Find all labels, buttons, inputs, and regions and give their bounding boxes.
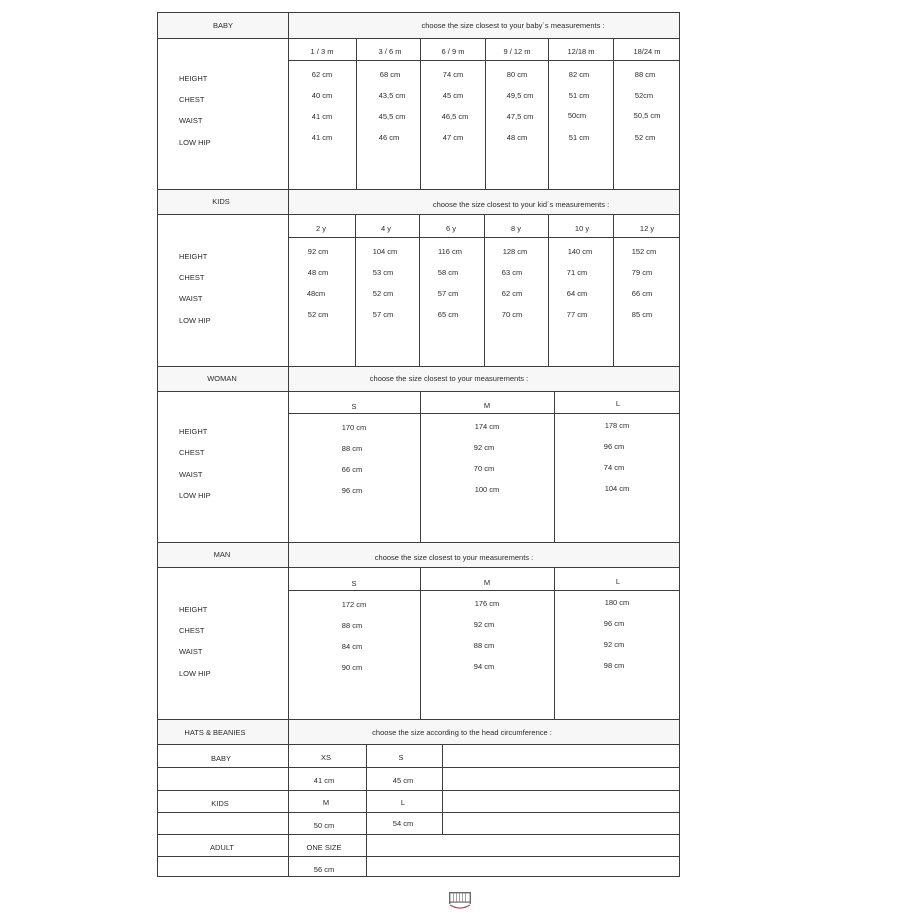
hats-instruction: choose the size according to the head circumference : <box>372 728 552 737</box>
divider <box>288 366 289 392</box>
man-instruction: choose the size closest to your measurements : <box>374 553 534 562</box>
hats-section-title: HATS & BEANIES <box>184 728 246 737</box>
hats-value: 50 cm <box>313 821 335 830</box>
baby-value: 47,5 cm <box>506 112 534 121</box>
kids-row-label-low-hip: LOW HIP <box>179 316 211 325</box>
baby-value: 82 cm <box>568 70 590 79</box>
kids-value: 57 cm <box>437 289 459 298</box>
divider <box>158 856 679 857</box>
divider <box>288 60 679 61</box>
baby-instruction: choose the size closest to your baby´s measurements : <box>421 21 605 30</box>
man-section-title: MAN <box>213 550 231 559</box>
hats-size-label: L <box>400 798 406 807</box>
kids-size-label: 6 y <box>445 224 457 233</box>
kids-row-label-height: HEIGHT <box>179 252 208 261</box>
woman-value: 88 cm <box>341 444 363 453</box>
divider <box>420 568 421 719</box>
woman-value: 92 cm <box>473 443 495 452</box>
baby-value: 51 cm <box>568 133 590 142</box>
baby-section-title: BABY <box>212 21 234 30</box>
size-chart <box>157 12 680 877</box>
divider <box>158 790 679 791</box>
kids-value: 63 cm <box>501 268 523 277</box>
woman-value: 96 cm <box>603 442 625 451</box>
man-value: 84 cm <box>341 642 363 651</box>
man-row-label-waist: WAIST <box>179 647 203 656</box>
man-value: 98 cm <box>603 661 625 670</box>
divider <box>158 767 679 768</box>
baby-size-label: 18/24 m <box>633 47 661 56</box>
baby-value: 45 cm <box>442 91 464 100</box>
baby-value: 45,5 cm <box>378 112 406 121</box>
baby-value: 47 cm <box>442 133 464 142</box>
kids-value: 52 cm <box>372 289 394 298</box>
kids-value: 64 cm <box>566 289 588 298</box>
divider <box>485 39 486 189</box>
woman-size-label: S <box>351 402 357 411</box>
divider <box>613 215 614 366</box>
man-value: 92 cm <box>473 620 495 629</box>
woman-row-label-waist: WAIST <box>179 470 203 479</box>
woman-section-title: WOMAN <box>207 374 237 383</box>
woman-value: 100 cm <box>474 485 500 494</box>
divider <box>288 719 289 745</box>
divider <box>420 392 421 542</box>
man-value: 92 cm <box>603 640 625 649</box>
baby-value: 48 cm <box>506 133 528 142</box>
hats-value: 41 cm <box>313 776 335 785</box>
kids-value: 62 cm <box>501 289 523 298</box>
baby-value: 50,5 cm <box>633 111 661 120</box>
divider <box>484 215 485 366</box>
kids-value: 85 cm <box>631 310 653 319</box>
kids-value: 66 cm <box>631 289 653 298</box>
hats-size-label: S <box>398 753 404 762</box>
divider <box>288 39 289 189</box>
woman-value: 174 cm <box>474 422 500 431</box>
baby-size-label: 6 / 9 m <box>441 47 465 56</box>
kids-size-label: 8 y <box>510 224 522 233</box>
kids-size-label: 2 y <box>315 224 327 233</box>
baby-row-label-chest: CHEST <box>179 95 205 104</box>
woman-row-label-chest: CHEST <box>179 448 205 457</box>
baby-value: 43,5 cm <box>378 91 406 100</box>
kids-instruction: choose the size closest to your kid´s measurements : <box>432 200 610 209</box>
woman-value: 74 cm <box>603 463 625 472</box>
kids-value: 92 cm <box>307 247 329 256</box>
kids-row-label-chest: CHEST <box>179 273 205 282</box>
baby-value: 62 cm <box>311 70 333 79</box>
man-value: 88 cm <box>473 641 495 650</box>
baby-value: 74 cm <box>442 70 464 79</box>
hats-group-label-baby: BABY <box>210 754 232 763</box>
divider <box>158 812 679 813</box>
hats-size-label: ONE SIZE <box>306 843 342 852</box>
divider <box>554 568 555 719</box>
baby-value: 52cm <box>634 91 654 100</box>
woman-value: 170 cm <box>341 423 367 432</box>
man-value: 88 cm <box>341 621 363 630</box>
divider <box>548 39 549 189</box>
hats-size-label: XS <box>320 753 332 762</box>
baby-row-label-waist: WAIST <box>179 116 203 125</box>
hats-group-label-adult: ADULT <box>209 843 235 852</box>
woman-instruction: choose the size closest to your measurements : <box>369 374 529 383</box>
baby-value: 41 cm <box>311 133 333 142</box>
divider <box>356 39 357 189</box>
baby-value: 50cm <box>567 111 587 120</box>
divider <box>442 745 443 834</box>
kids-value: 140 cm <box>567 247 593 256</box>
kids-value: 53 cm <box>372 268 394 277</box>
baby-size-label: 12/18 m <box>567 47 595 56</box>
divider <box>366 745 367 834</box>
kids-value: 71 cm <box>566 268 588 277</box>
man-size-label: S <box>351 579 357 588</box>
kids-value: 70 cm <box>501 310 523 319</box>
baby-value: 68 cm <box>379 70 401 79</box>
divider <box>288 590 679 591</box>
man-size-label: L <box>615 577 621 586</box>
divider <box>554 392 555 542</box>
divider <box>613 39 614 189</box>
kids-size-label: 12 y <box>639 224 655 233</box>
baby-value: 51 cm <box>568 91 590 100</box>
baby-value: 80 cm <box>506 70 528 79</box>
divider <box>548 215 549 366</box>
divider <box>288 13 289 39</box>
kids-value: 128 cm <box>502 247 528 256</box>
kids-value: 79 cm <box>631 268 653 277</box>
hats-size-label: M <box>322 798 330 807</box>
woman-size-label: L <box>615 399 621 408</box>
woman-value: 96 cm <box>341 486 363 495</box>
divider <box>419 215 420 366</box>
baby-value: 52 cm <box>634 133 656 142</box>
kids-row-label-waist: WAIST <box>179 294 203 303</box>
kids-value: 57 cm <box>372 310 394 319</box>
man-value: 172 cm <box>341 600 367 609</box>
woman-row-label-height: HEIGHT <box>179 427 208 436</box>
man-value: 90 cm <box>341 663 363 672</box>
divider <box>288 542 289 568</box>
woman-value: 70 cm <box>473 464 495 473</box>
man-value: 94 cm <box>473 662 495 671</box>
woman-value: 178 cm <box>604 421 630 430</box>
divider <box>355 215 356 366</box>
divider <box>288 413 679 414</box>
kids-value: 152 cm <box>631 247 657 256</box>
baby-size-label: 1 / 3 m <box>310 47 334 56</box>
kids-value: 52 cm <box>307 310 329 319</box>
man-row-label-low-hip: LOW HIP <box>179 669 211 678</box>
crib-icon <box>447 886 473 910</box>
divider <box>158 834 679 835</box>
baby-value: 40 cm <box>311 91 333 100</box>
woman-size-label: M <box>483 401 491 410</box>
man-row-label-height: HEIGHT <box>179 605 208 614</box>
woman-row-label-low-hip: LOW HIP <box>179 491 211 500</box>
kids-section-title: KIDS <box>212 197 230 206</box>
baby-value: 46,5 cm <box>441 112 469 121</box>
baby-value: 41 cm <box>311 112 333 121</box>
kids-size-label: 10 y <box>574 224 590 233</box>
kids-value: 48 cm <box>307 268 329 277</box>
baby-value: 46 cm <box>378 133 400 142</box>
man-value: 180 cm <box>604 598 630 607</box>
man-row-label-chest: CHEST <box>179 626 205 635</box>
man-value: 176 cm <box>474 599 500 608</box>
hats-group-label-kids: KIDS <box>211 799 229 808</box>
hats-value: 45 cm <box>392 776 414 785</box>
hats-value: 56 cm <box>313 865 335 874</box>
woman-value: 66 cm <box>341 465 363 474</box>
hats-value: 54 cm <box>392 819 414 828</box>
kids-value: 58 cm <box>437 268 459 277</box>
woman-value: 104 cm <box>604 484 630 493</box>
baby-row-label-low-hip: LOW HIP <box>179 138 211 147</box>
kids-value: 116 cm <box>437 247 463 256</box>
baby-size-label: 9 / 12 m <box>503 47 531 56</box>
baby-row-label-height: HEIGHT <box>179 74 208 83</box>
divider <box>366 834 367 876</box>
divider <box>420 39 421 189</box>
man-value: 96 cm <box>603 619 625 628</box>
divider <box>288 745 289 876</box>
kids-value: 104 cm <box>372 247 398 256</box>
kids-value: 65 cm <box>437 310 459 319</box>
kids-value: 77 cm <box>566 310 588 319</box>
divider <box>288 392 289 542</box>
kids-value: 48cm <box>306 289 326 298</box>
baby-size-label: 3 / 6 m <box>378 47 402 56</box>
kids-size-label: 4 y <box>380 224 392 233</box>
baby-value: 49,5 cm <box>506 91 534 100</box>
baby-value: 88 cm <box>634 70 656 79</box>
divider <box>288 189 289 215</box>
man-size-label: M <box>483 578 491 587</box>
